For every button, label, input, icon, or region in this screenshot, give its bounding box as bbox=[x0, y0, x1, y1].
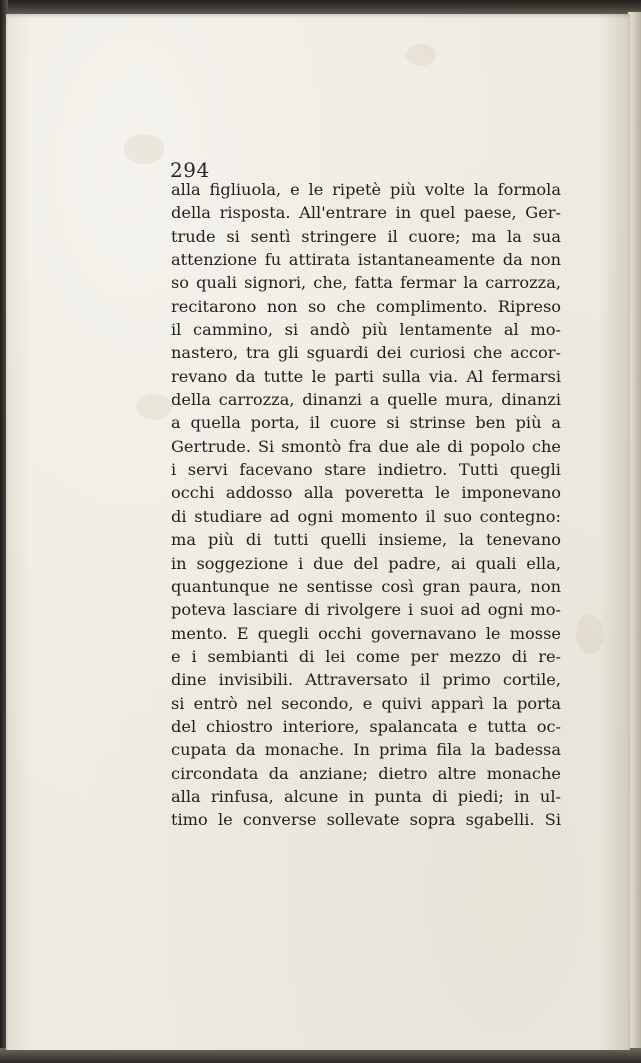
page-number: 294 bbox=[170, 158, 210, 182]
text-line: della carrozza, dinanzi a quelle mura, dinanzi bbox=[171, 390, 561, 410]
text-line: occhi addosso alla poveretta le imponevano bbox=[171, 483, 561, 503]
book-bottom-edge bbox=[0, 1048, 641, 1063]
text-line: nastero, tra gli sguardi dei curiosi che accor- bbox=[171, 343, 561, 363]
text-line: revano da tutte le parti sulla via. Al fermarsi bbox=[171, 366, 561, 386]
paper-stain bbox=[576, 614, 604, 654]
text-line: della risposta. All'entrare in quel paese, Ger- bbox=[171, 203, 561, 223]
text-line: alla figliuola, e le ripetè più volte la formola bbox=[171, 180, 561, 199]
text-line: Gertrude. Si smontò fra due ale di popolo che bbox=[171, 436, 561, 456]
text-line: circondata da anziane; dietro altre monache bbox=[171, 763, 561, 783]
text-line: recitarono non so che complimento. Ripreso bbox=[171, 296, 561, 316]
text-line: i servi facevano stare indietro. Tutti quegli bbox=[171, 460, 561, 480]
text-line: trude si sentì stringere il cuore; ma la sua bbox=[171, 226, 561, 246]
text-line: quantunque ne sentisse così gran paura, non bbox=[171, 576, 561, 596]
text-line: poteva lasciare di rivolgere i suoi ad ogni mo- bbox=[171, 600, 561, 620]
text-line: ma più di tutti quelli insieme, la tenevano bbox=[171, 530, 561, 550]
text-line: e i sembianti di lei come per mezzo di re- bbox=[171, 646, 561, 666]
paper-stain bbox=[136, 394, 172, 420]
text-line: so quali signori, che, fatta fermar la carrozza, bbox=[171, 273, 561, 293]
text-line: il cammino, si andò più lentamente al mo- bbox=[171, 320, 561, 340]
body-text bbox=[171, 178, 561, 832]
text-line: timo le converse sollevate sopra sgabelli. Si bbox=[171, 810, 561, 830]
text-line: alla rinfusa, alcune in punta di piedi; in ul- bbox=[171, 786, 561, 806]
paper-stain bbox=[406, 44, 436, 66]
text-line: di studiare ad ogni momento il suo contegno: bbox=[171, 506, 561, 526]
text-line: attenzione fu attirata istantaneamente da non bbox=[171, 250, 561, 270]
text-line: dine invisibili. Attraversato il primo cortile, bbox=[171, 670, 561, 690]
text-line: a quella porta, il cuore si strinse ben più a bbox=[171, 413, 561, 433]
text-line: cupata da monache. In prima fila la badessa bbox=[171, 740, 561, 760]
text-line: del chiostro interiore, spalancata e tutta oc- bbox=[171, 716, 561, 736]
text-line: mento. E quegli occhi governavano le mosse bbox=[171, 623, 561, 643]
text-line: si entrò nel secondo, e quivi apparì la porta bbox=[171, 693, 561, 713]
text-line: in soggezione i due del padre, ai quali ella, bbox=[171, 553, 561, 573]
paper-stain bbox=[124, 134, 164, 164]
